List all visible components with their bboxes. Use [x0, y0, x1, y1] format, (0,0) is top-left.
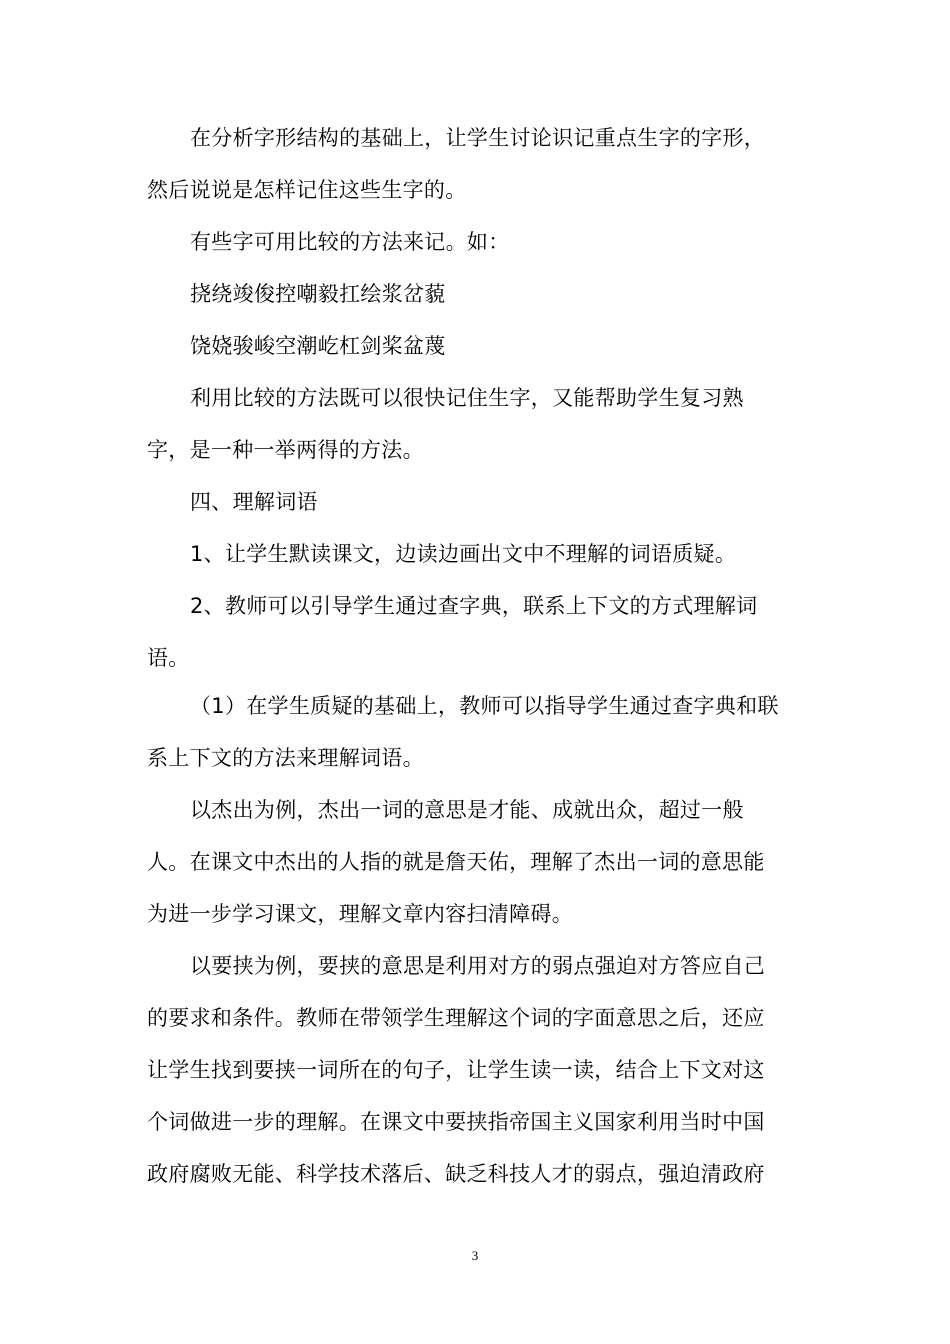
text-line: 系上下文的方法来理解词语。 [147, 746, 424, 770]
text-line: 以杰出为例，杰出一词的意思是才能、成就出众，超过一般 [190, 798, 744, 822]
text-line: 饶娆骏峻空潮屹杠剑桨盆蔑 [190, 334, 446, 358]
text-line: 让学生找到要挟一词所在的句子，让学生读一读，结合上下文对这 [147, 1058, 765, 1082]
text-line: 为进一步学习课文，理解文章内容扫清障碍。 [147, 902, 573, 926]
text-line: 然后说说是怎样记住这些生字的。 [147, 178, 467, 202]
page-number: 3 [471, 1248, 479, 1263]
text-line: 人。在课文中杰出的人指的就是詹天佑，理解了杰出一词的意思能 [147, 850, 765, 874]
text-line: 的要求和条件。教师在带领学生理解这个词的字面意思之后，还应 [147, 1006, 765, 1030]
text-line: 政府腐败无能、科学技术落后、缺乏科技人才的弱点，强迫清政府 [147, 1162, 765, 1186]
text-line: （1）在学生质疑的基础上，教师可以指导学生通过查字典和联 [190, 694, 779, 718]
text-line: 语。 [147, 646, 190, 670]
text-line: 挠绕竣俊控嘲毅扛绘浆岔藐 [190, 282, 446, 306]
section-heading: 四、理解词语 [190, 490, 318, 514]
text-line: 以要挟为例，要挟的意思是利用对方的弱点强迫对方答应自己 [190, 954, 766, 978]
text-line: 2、教师可以引导学生通过查字典，联系上下文的方式理解词 [190, 594, 758, 618]
text-line: 字，是一种一举两得的方法。 [147, 438, 424, 462]
text-line: 1、让学生默读课文，边读边画出文中不理解的词语质疑。 [190, 542, 737, 566]
text-line: 个词做进一步的理解。在课文中要挟指帝国主义国家利用当时中国 [147, 1110, 765, 1134]
text-line: 有些字可用比较的方法来记。如： [190, 230, 510, 254]
text-line: 在分析字形结构的基础上，让学生讨论识记重点生字的字形， [190, 126, 766, 150]
text-line: 利用比较的方法既可以很快记住生字，又能帮助学生复习熟 [190, 386, 744, 410]
